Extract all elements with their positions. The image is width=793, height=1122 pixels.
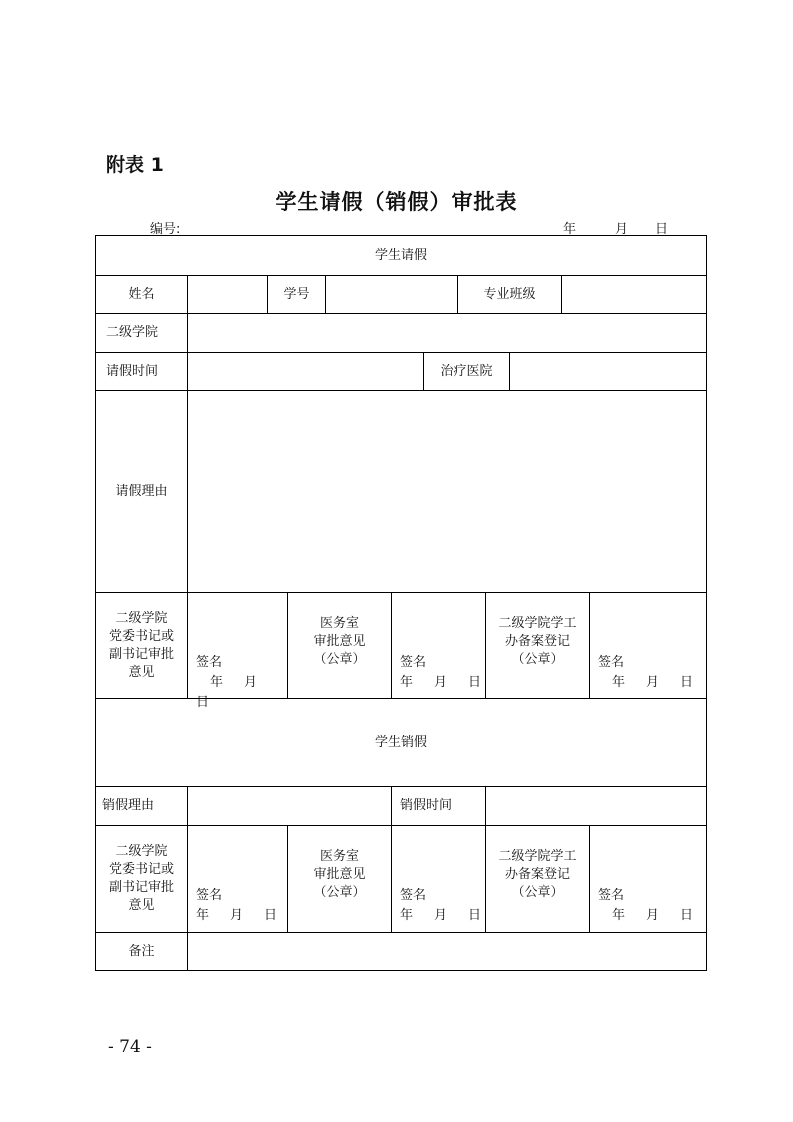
leave-time-field[interactable] [187, 352, 423, 390]
remarks-field[interactable] [187, 932, 707, 971]
hospital-field[interactable] [509, 352, 707, 390]
leave-section-title: 学生请假 [95, 235, 707, 275]
leave-office-signature-box[interactable] [589, 592, 707, 698]
leave-reason-label: 请假理由 [95, 390, 187, 592]
cancel-section-title: 学生销假 [95, 698, 707, 786]
header-month: 月 [615, 222, 629, 237]
cancel-time-label: 销假时间 [391, 786, 485, 825]
hospital-label: 治疗医院 [423, 352, 509, 390]
signature-block: 签名 年 月日 [196, 655, 258, 710]
leave-time-label: 请假时间 [95, 352, 187, 390]
leave-clinic-approval-label: 医务室 审批意见 （公章） [287, 592, 391, 698]
student-number-field[interactable] [325, 275, 457, 313]
header-year: 年 [563, 222, 577, 237]
cancel-clinic-signature-box[interactable] [391, 825, 485, 932]
signature-block: 签名 年 月 日 [196, 888, 278, 923]
signature-block: 签名 年 月 日 [400, 888, 482, 923]
signature-block: 签名 年 月 日 [598, 655, 694, 690]
major-class-label: 专业班级 [457, 275, 561, 313]
attachment-heading: 附表 1 [106, 154, 164, 176]
name-field[interactable] [187, 275, 267, 313]
page-number: - 74 - [108, 1037, 152, 1057]
student-number-label: 学号 [267, 275, 325, 313]
serial-number-label: 编号: [150, 222, 181, 237]
cancel-reason-field[interactable] [187, 786, 391, 825]
form-title: 学生请假（销假）审批表 [275, 189, 518, 214]
leave-party-signature-box[interactable] [187, 592, 287, 710]
cancel-office-signature-box[interactable] [589, 825, 707, 932]
leave-reason-field[interactable] [187, 390, 707, 592]
cancel-party-signature-box[interactable] [187, 825, 287, 932]
cancel-clinic-approval-label: 医务室 审批意见 （公章） [287, 825, 391, 932]
leave-office-registration-label: 二级学院学工 办备案登记 （公章） [485, 592, 589, 698]
college-label: 二级学院 [95, 313, 187, 352]
cancel-office-registration-label: 二级学院学工 办备案登记 （公章） [485, 825, 589, 932]
leave-party-approval-label: 二级学院 党委书记或 副书记审批 意见 [95, 592, 187, 698]
header-day: 日 [655, 222, 669, 237]
major-class-field[interactable] [561, 275, 707, 313]
cancel-time-field[interactable] [485, 786, 707, 825]
signature-block: 签名 年 月 日 [598, 888, 694, 923]
signature-block: 签名 年 月 日 [400, 655, 482, 690]
cancel-reason-label: 销假理由 [95, 786, 187, 825]
leave-clinic-signature-box[interactable] [391, 592, 485, 698]
remarks-label: 备注 [95, 932, 187, 971]
approval-form-table [95, 235, 707, 971]
cancel-party-approval-label: 二级学院 党委书记或 副书记审批 意见 [95, 825, 187, 932]
name-label: 姓名 [95, 275, 187, 313]
college-field[interactable] [187, 313, 707, 352]
